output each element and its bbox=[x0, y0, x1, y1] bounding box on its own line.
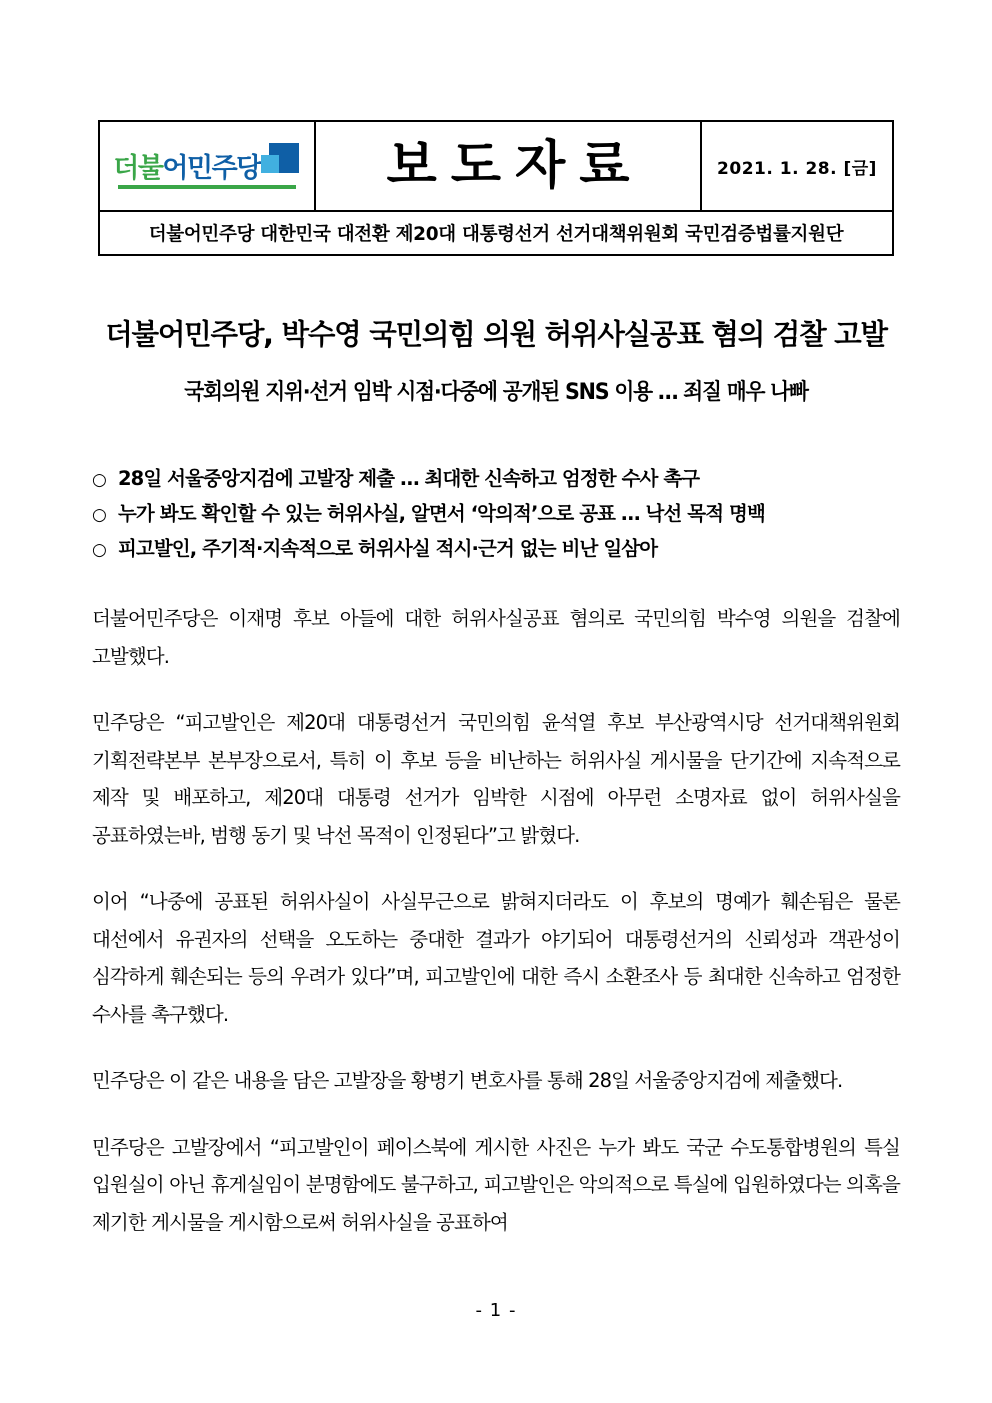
page-number: - 1 - bbox=[475, 1300, 517, 1321]
logo-wordmark-part2: 어민주당 bbox=[162, 152, 261, 184]
header-top-row bbox=[100, 122, 892, 210]
body-paragraph: 민주당은 이 같은 내용을 담은 고발장을 황병기 변호사를 통해 28일 서울중앙지검에 제출했다. bbox=[92, 1069, 843, 1092]
list-item bbox=[92, 532, 912, 567]
body-paragraph: 더불어민주당은 이재명 후보 아들에 대한 허위사실공표 혐의로 국민의힘 박수영 의원을 검찰에 고발했다. bbox=[92, 607, 900, 668]
body-paragraph: 이어 “나중에 공표된 허위사실이 사실무근으로 밝혀지더라도 이 후보의 명예가 훼손됨은 물론 대선에서 유권자의 선택을 오도하는 중대한 결과가 야기되어 대통령선거의 신뢰성과 객관성이 심각하게 훼손되는 등의 우려가 있다”며, 피고발인에 대한 즉시 소환조사 등 최대한 신속하고 엄정한 수사를 촉구했다. bbox=[92, 890, 900, 1026]
header-organization-row bbox=[100, 210, 892, 254]
logo-underline bbox=[118, 185, 296, 189]
list-item-label: 누가 봐도 확인할 수 있는 허위사실, 알면서 ‘악의적’으로 공표 … 낙선 목적 명백 bbox=[118, 502, 765, 525]
article-headline: 더불어민주당, 박수영 국민의힘 의원 허위사실공표 혐의 검찰 고발 bbox=[105, 318, 887, 351]
list-item-label: 28일 서울중앙지검에 고발장 제출 … 최대한 신속하고 엄정한 수사 촉구 bbox=[118, 467, 700, 490]
circle-bullet-icon: ○ bbox=[92, 505, 106, 525]
logo-square-lightblue bbox=[261, 155, 279, 173]
organization-name: 더불어민주당 대한민국 대전환 제20대 대통령선거 선거대책위원회 국민검증법률지원단 bbox=[148, 224, 844, 245]
logo-wordmark-part1: 더불 bbox=[113, 152, 163, 184]
document-date-cell bbox=[702, 122, 892, 210]
party-logo-cell bbox=[100, 122, 316, 210]
circle-bullet-icon: ○ bbox=[92, 470, 106, 490]
article-subheadline: 국회의원 지위·선거 임박 시점·다중에 공개된 SNS 이용 … 죄질 매우 나빠 bbox=[184, 380, 808, 405]
release-date: 2021. 1. 28. [금] bbox=[717, 158, 877, 179]
list-item bbox=[92, 497, 912, 532]
logo-wordmark bbox=[113, 152, 261, 184]
party-logo bbox=[107, 143, 307, 189]
circle-bullet-icon: ○ bbox=[92, 540, 106, 560]
body-paragraph: 민주당은 고발장에서 “피고발인이 페이스북에 게시한 사진은 누가 봐도 국군 수도통합병원의 특실 입원실이 아닌 휴게실임이 분명함에도 불구하고, 피고발인은 악의적으로 특실에 입원하였다는 의혹을 제기한 게시물을 게시함으로써 허위사실을 공표하여 bbox=[92, 1135, 900, 1234]
article-body bbox=[92, 600, 900, 1241]
list-item bbox=[92, 462, 912, 497]
page-title: 보도자료 bbox=[386, 136, 644, 196]
democratic-party-square-logo-icon bbox=[261, 143, 301, 183]
list-item-label: 피고발인, 주기적·지속적으로 허위사실 적시·근거 없는 비난 일삼아 bbox=[118, 537, 658, 560]
summary-bullet-list bbox=[92, 462, 912, 567]
document-title-cell bbox=[316, 122, 702, 210]
body-paragraph: 민주당은 “피고발인은 제20대 대통령선거 국민의힘 윤석열 후보 부산광역시당 선거대책위원회 기획전략본부 본부장으로서, 특히 이 후보 등을 비난하는 허위사실 게시물을 단기간에 지속적으로 제작 및 배포하고, 제20대 대통령 선거가 임박한 시점에 아무런 소명자료 없이 허위사실을 공표하였는바, 범행 동기 및 낙선 목적이 인정된다”고 밝혔다. bbox=[92, 711, 900, 847]
press-release-header-table bbox=[98, 120, 894, 256]
logo-top-row bbox=[107, 143, 307, 183]
